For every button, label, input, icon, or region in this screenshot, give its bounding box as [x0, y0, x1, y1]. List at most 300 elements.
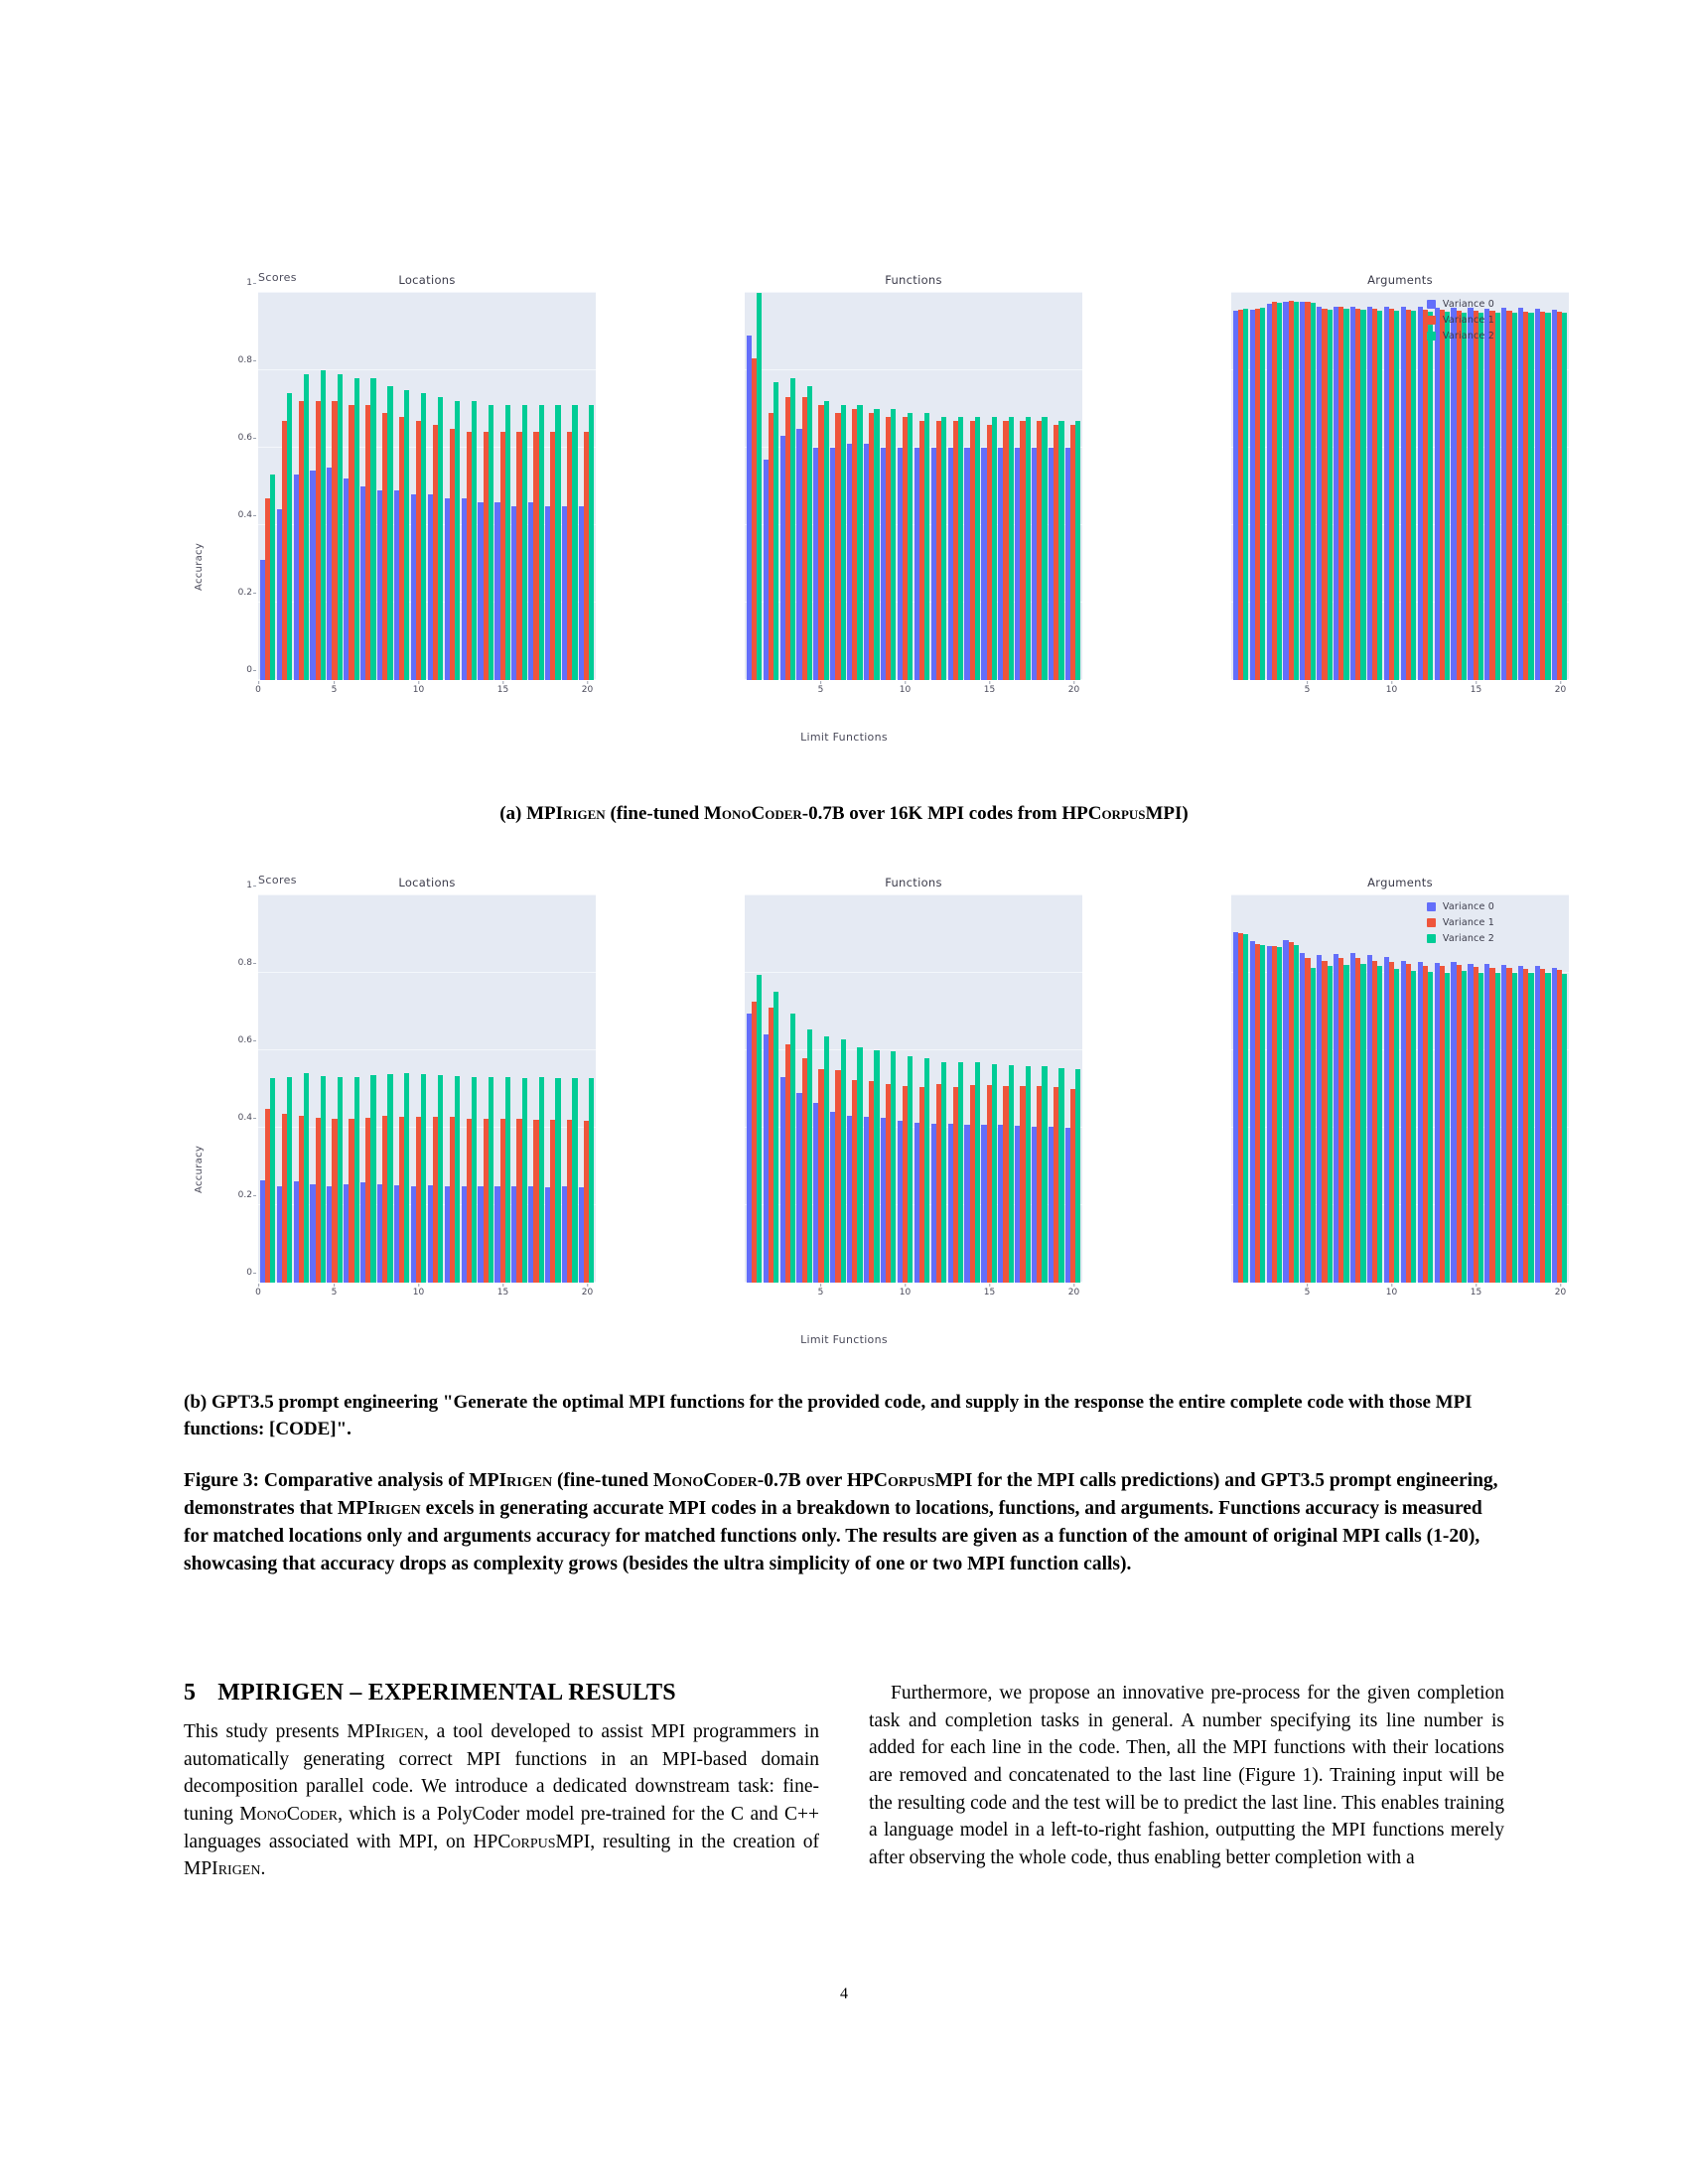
- bar-group: [1232, 895, 1249, 1283]
- bar: [421, 1074, 426, 1283]
- plot-area: [1231, 293, 1569, 695]
- bar: [572, 1078, 577, 1283]
- bar: [857, 1047, 862, 1283]
- bar-group: [461, 895, 478, 1283]
- legend-item[interactable]: [1427, 901, 1494, 912]
- bar-group: [846, 293, 863, 680]
- bar: [1394, 969, 1399, 1283]
- bar-group: [1501, 293, 1518, 680]
- x-tick-label: 15: [983, 1288, 996, 1297]
- bar-group: [276, 895, 293, 1283]
- bar-group: [1366, 293, 1383, 680]
- bar: [1394, 311, 1399, 680]
- bar-group: [914, 293, 930, 680]
- bar-group: [359, 895, 376, 1283]
- bar: [1445, 312, 1450, 680]
- plot-area: [1231, 895, 1569, 1297]
- x-tick-label: 5: [817, 1288, 824, 1297]
- bar: [270, 475, 275, 680]
- bar: [1009, 1065, 1014, 1283]
- bar: [757, 975, 762, 1283]
- bar: [924, 1058, 929, 1283]
- bar: [841, 1039, 846, 1283]
- bar-group: [897, 293, 914, 680]
- bar: [757, 293, 762, 680]
- bar: [354, 1077, 359, 1283]
- y-tick-label: 1: [246, 881, 252, 890]
- bar-group: [1349, 293, 1366, 680]
- bar-group: [1534, 895, 1551, 1283]
- figure-b-container: [184, 856, 1567, 1352]
- section-heading: [184, 1680, 819, 1706]
- bar: [338, 1077, 343, 1283]
- bar-group: [376, 293, 393, 680]
- bar: [1377, 311, 1382, 680]
- y-tick-label: 0.8: [237, 355, 252, 365]
- bar-group: [393, 293, 410, 680]
- bar-group: [1484, 293, 1501, 680]
- panel-title: Functions: [885, 876, 942, 889]
- panel-title: Locations: [398, 876, 456, 889]
- bar-group: [1232, 293, 1249, 680]
- bar: [1545, 313, 1550, 680]
- x-tick-label: 10: [412, 685, 425, 695]
- legend-label: Variance 1: [1442, 315, 1494, 326]
- figure-b-caption-line2: complete code with those MPI functions: [CODE]".: [184, 1392, 1473, 1439]
- bar: [1294, 945, 1299, 1283]
- bar: [438, 1075, 443, 1283]
- legend-swatch-icon: [1427, 902, 1436, 911]
- bar-group: [1317, 895, 1334, 1283]
- x-tick-label: 20: [581, 685, 594, 695]
- bar: [1042, 417, 1047, 680]
- bar-group: [293, 895, 310, 1283]
- bar: [1058, 421, 1063, 680]
- bar: [287, 393, 292, 680]
- bar: [438, 397, 443, 680]
- bar-series-container: [745, 293, 1082, 680]
- bar-group: [1534, 293, 1551, 680]
- bar: [824, 401, 829, 680]
- bar-group: [930, 895, 947, 1283]
- bar: [1294, 302, 1299, 680]
- bar: [1075, 1069, 1080, 1283]
- bar: [522, 405, 527, 680]
- bar: [304, 1073, 309, 1283]
- bar-group: [376, 895, 393, 1283]
- x-tick-label: 20: [1067, 1288, 1080, 1297]
- bar-group: [947, 293, 964, 680]
- bar: [489, 1077, 493, 1283]
- body-column-left: [184, 1718, 819, 1883]
- x-tick-label: 5: [331, 685, 338, 695]
- bar: [774, 382, 778, 680]
- bar-group: [393, 895, 410, 1283]
- bar-group: [1249, 895, 1266, 1283]
- bar-group: [561, 293, 578, 680]
- bar: [975, 1062, 980, 1283]
- plot-area: [745, 293, 1082, 695]
- bar: [1428, 972, 1433, 1283]
- bar: [857, 405, 862, 680]
- bar: [992, 1064, 997, 1283]
- bar-group: [998, 895, 1015, 1283]
- bar-group: [1417, 293, 1434, 680]
- x-tick-label: 5: [1304, 1288, 1311, 1297]
- bar: [807, 1029, 812, 1283]
- bar-group: [1333, 895, 1349, 1283]
- bar-group: [880, 895, 897, 1283]
- figure-b-plot: [184, 856, 1567, 1352]
- bar-series-container: [258, 293, 596, 680]
- bar-group: [410, 895, 427, 1283]
- bar: [975, 417, 980, 680]
- x-tick-label: 20: [1554, 685, 1567, 695]
- bar: [941, 1062, 946, 1283]
- x-tick-label: 10: [1385, 685, 1398, 695]
- bar: [824, 1036, 829, 1283]
- bar-group: [259, 895, 276, 1283]
- bar-group: [310, 293, 327, 680]
- bar: [992, 417, 997, 680]
- bar-group: [1031, 293, 1048, 680]
- bar-group: [796, 895, 813, 1283]
- bar-group: [1300, 293, 1317, 680]
- bar: [1512, 313, 1517, 680]
- bar: [1243, 934, 1248, 1283]
- y-axis-title: Accuracy: [194, 1145, 205, 1193]
- x-tick-label: 15: [496, 1288, 509, 1297]
- bar-group: [897, 895, 914, 1283]
- bar: [589, 1078, 594, 1283]
- bar-group: [1031, 895, 1048, 1283]
- bar: [522, 1078, 527, 1283]
- bar-group: [511, 895, 528, 1283]
- y-tick-label: 0: [246, 1268, 252, 1278]
- x-tick-label: 10: [899, 685, 912, 695]
- x-axis-title: Limit Functions: [800, 731, 888, 744]
- bar: [338, 374, 343, 680]
- bar: [807, 386, 812, 680]
- bar: [270, 1078, 275, 1283]
- bar: [505, 1077, 510, 1283]
- paragraph-right: Furthermore, we propose an innovative pre-process for the given completion task and completion tasks in general. A number specifying its line number is added for each line in the code. Then, all the MPI functions with their locations are removed and concatenated to the last line (Figure 1). Training input will be the resulting code and the test will be to predict the last line. This enables training a language model in a left-to-right fashion, outputting the MPI functions merely after observing the whole code, thus enabling better completion with a: [869, 1683, 1504, 1869]
- bar: [874, 1050, 879, 1283]
- bar: [1026, 417, 1031, 680]
- bar-group: [478, 895, 494, 1283]
- bar: [1243, 309, 1248, 680]
- bar-group: [344, 293, 360, 680]
- bar-group: [1551, 293, 1568, 680]
- bar-group: [914, 895, 930, 1283]
- x-tick-label: 20: [1067, 685, 1080, 695]
- bar-group: [310, 895, 327, 1283]
- bar: [1328, 310, 1333, 680]
- bar: [1528, 973, 1533, 1283]
- bar-group: [1015, 895, 1032, 1283]
- bar-group: [511, 293, 528, 680]
- bar: [539, 1077, 544, 1283]
- bar-group: [813, 293, 830, 680]
- x-tick-label: 5: [331, 1288, 338, 1297]
- bar-group: [1484, 895, 1501, 1283]
- figure-a-plot: [184, 253, 1567, 750]
- bar: [455, 401, 460, 680]
- bar: [1311, 968, 1316, 1283]
- legend-label: Variance 2: [1442, 331, 1494, 341]
- bar-group: [1434, 895, 1451, 1283]
- bar: [354, 378, 359, 680]
- bar: [908, 1056, 913, 1283]
- bar: [455, 1076, 460, 1283]
- section-title: MPIRIGEN – EXPERIMENTAL RESULTS: [217, 1680, 676, 1706]
- y-tick-label: 0.6: [237, 433, 252, 443]
- bar-group: [1283, 895, 1300, 1283]
- y-tick-label: 0.4: [237, 510, 252, 520]
- legend-a: [1427, 299, 1494, 346]
- bar-group: [846, 895, 863, 1283]
- bar-group: [1517, 293, 1534, 680]
- bar: [304, 374, 309, 680]
- bar-group: [1064, 895, 1081, 1283]
- bar-group: [327, 293, 344, 680]
- scores-label: Scores: [258, 271, 297, 284]
- bar: [1260, 308, 1265, 680]
- x-tick-label: 15: [1470, 1288, 1482, 1297]
- bar-group: [1064, 293, 1081, 680]
- bar-group: [1317, 293, 1334, 680]
- y-tick-label: 0.8: [237, 958, 252, 968]
- bar: [941, 417, 946, 680]
- bar: [1528, 313, 1533, 680]
- bar: [1495, 313, 1500, 680]
- bar: [589, 405, 594, 680]
- bar-group: [410, 293, 427, 680]
- bar: [1026, 1066, 1031, 1283]
- bar-group: [494, 895, 511, 1283]
- bar: [387, 386, 392, 680]
- bar-group: [830, 895, 847, 1283]
- bar: [1545, 973, 1550, 1283]
- legend-item[interactable]: [1427, 315, 1494, 326]
- bar-group: [561, 895, 578, 1283]
- figure-b-caption: [184, 1390, 1504, 1443]
- bar-group: [779, 895, 796, 1283]
- bar: [891, 1051, 896, 1283]
- bar-group: [1048, 895, 1064, 1283]
- bar: [539, 405, 544, 680]
- figure-a-container: [184, 253, 1567, 750]
- x-axis-title: Limit Functions: [800, 1333, 888, 1346]
- bar-group: [981, 293, 998, 680]
- x-tick-label: 15: [1470, 685, 1482, 695]
- bar: [924, 413, 929, 680]
- bar: [1343, 965, 1348, 1283]
- legend-item[interactable]: [1427, 331, 1494, 341]
- bar-group: [746, 293, 763, 680]
- x-tick-label: 15: [496, 685, 509, 695]
- bar: [1512, 973, 1517, 1283]
- bar-group: [1400, 895, 1417, 1283]
- bar: [370, 1075, 375, 1283]
- bar: [1495, 973, 1500, 1283]
- bar-group: [276, 293, 293, 680]
- bar: [1562, 974, 1567, 1283]
- bar: [1360, 964, 1365, 1283]
- legend-swatch-icon: [1427, 918, 1436, 927]
- y-tick-label: 0.6: [237, 1035, 252, 1045]
- bar-group: [746, 895, 763, 1283]
- bar: [1260, 945, 1265, 1283]
- bar-group: [763, 895, 779, 1283]
- bar-group: [863, 895, 880, 1283]
- bar-group: [863, 293, 880, 680]
- bar-group: [998, 293, 1015, 680]
- bar: [958, 1062, 963, 1283]
- bar-series-container: [745, 895, 1082, 1283]
- bar: [1478, 973, 1483, 1283]
- bar: [404, 1073, 409, 1283]
- bar-group: [478, 293, 494, 680]
- bar-group: [947, 895, 964, 1283]
- bar-group: [796, 293, 813, 680]
- bar-group: [1383, 895, 1400, 1283]
- legend-swatch-icon: [1427, 300, 1436, 309]
- panel-title: Arguments: [1367, 876, 1433, 889]
- bar-group: [293, 293, 310, 680]
- y-tick-label: 0.2: [237, 588, 252, 598]
- bar: [1462, 971, 1467, 1283]
- bar: [908, 413, 913, 680]
- y-axis-title: Accuracy: [194, 542, 205, 591]
- figure-3-caption: Figure 3: Comparative analysis of MPIrigen (fine-tuned MonoCoder-0.7B over HPCorpusMPI for the MPI calls predictions) and GPT3.5 prompt engineering, demonstrates that MPIrigen excels in generating accurate MPI codes in a breakdown to locations, functions, and arguments. Functions accuracy is measured for matched locations only and arguments accuracy for matched functions only. The results are given as a function of the amount of original MPI calls (1-20), showcasing that accuracy drops as complexity grows (besides the ultra simplicity of one or two MPI function calls).: [184, 1470, 1498, 1574]
- bar: [1277, 303, 1282, 680]
- x-tick-label: 10: [899, 1288, 912, 1297]
- x-tick-label: 0: [255, 1288, 261, 1297]
- bar-group: [1333, 293, 1349, 680]
- bar-group: [1434, 293, 1451, 680]
- bar-group: [779, 293, 796, 680]
- bar-group: [1366, 895, 1383, 1283]
- bar: [841, 405, 846, 680]
- scores-label: Scores: [258, 874, 297, 887]
- bar: [321, 1076, 326, 1283]
- bar-group: [1451, 895, 1468, 1283]
- legend-label: Variance 1: [1442, 917, 1494, 928]
- bar: [1328, 966, 1333, 1283]
- bar: [555, 1078, 560, 1283]
- bar-group: [880, 293, 897, 680]
- bar: [1428, 312, 1433, 680]
- bar-group: [327, 895, 344, 1283]
- bar-series-container: [258, 895, 596, 1283]
- bar-group: [1417, 895, 1434, 1283]
- bar-group: [427, 293, 444, 680]
- bar-group: [1283, 293, 1300, 680]
- bar: [404, 390, 409, 681]
- body-column-right: [869, 1680, 1504, 1872]
- bar: [774, 992, 778, 1283]
- legend-item[interactable]: [1427, 933, 1494, 944]
- bar-group: [1349, 895, 1366, 1283]
- bar-group: [813, 895, 830, 1283]
- bar-series-container: [1231, 293, 1569, 680]
- bar-group: [763, 293, 779, 680]
- bar-group: [964, 895, 981, 1283]
- bar-group: [578, 895, 595, 1283]
- panel-arguments-b: [1231, 876, 1569, 1297]
- y-tick-label: 0: [246, 665, 252, 675]
- bar: [1277, 947, 1282, 1283]
- bar-group: [528, 895, 545, 1283]
- legend-swatch-icon: [1427, 332, 1436, 341]
- bar-group: [444, 895, 461, 1283]
- panel-title: Functions: [885, 273, 942, 287]
- bar: [790, 1014, 795, 1283]
- legend-b: [1427, 901, 1494, 949]
- bar-group: [461, 293, 478, 680]
- bar: [1343, 309, 1348, 680]
- bar-group: [259, 293, 276, 680]
- bar: [1445, 973, 1450, 1283]
- bar-group: [494, 293, 511, 680]
- bar: [287, 1077, 292, 1283]
- x-tick-label: 20: [581, 1288, 594, 1297]
- x-tick-label: 20: [1554, 1288, 1567, 1297]
- bar-group: [578, 293, 595, 680]
- x-tick-label: 15: [983, 685, 996, 695]
- bar: [790, 378, 795, 680]
- bar-group: [544, 895, 561, 1283]
- legend-item[interactable]: [1427, 917, 1494, 928]
- bar: [1462, 313, 1467, 681]
- bar: [572, 405, 577, 680]
- bar: [1009, 417, 1014, 680]
- bar: [489, 405, 493, 680]
- bar: [472, 1077, 477, 1283]
- bar: [874, 409, 879, 680]
- bar-group: [1383, 293, 1400, 680]
- bar: [321, 370, 326, 680]
- bar: [387, 1074, 392, 1283]
- bar-series-container: [1231, 895, 1569, 1283]
- y-tick-label: 1: [246, 278, 252, 288]
- bar-group: [1015, 293, 1032, 680]
- page-number: 4: [840, 1985, 848, 2002]
- x-tick-label: 10: [1385, 1288, 1398, 1297]
- bar: [891, 409, 896, 680]
- bar-group: [1468, 293, 1484, 680]
- bar-group: [1517, 895, 1534, 1283]
- x-tick-label: 10: [412, 1288, 425, 1297]
- figure-b-caption-line1: (b) GPT3.5 prompt engineering "Generate the optimal MPI functions for the provided code, and supply in the response the entire: [184, 1392, 1226, 1413]
- legend-label: Variance 0: [1442, 299, 1494, 310]
- legend-swatch-icon: [1427, 316, 1436, 325]
- bar-group: [1266, 293, 1283, 680]
- panel-arguments-a: [1231, 273, 1569, 695]
- legend-item[interactable]: [1427, 299, 1494, 310]
- panel-functions-b: [745, 876, 1082, 1297]
- bar-group: [1266, 895, 1283, 1283]
- bar: [1360, 310, 1365, 680]
- bar: [1075, 421, 1080, 680]
- legend-swatch-icon: [1427, 934, 1436, 943]
- section-number: 5: [184, 1680, 197, 1706]
- panel-functions-a: [745, 273, 1082, 695]
- bar: [1478, 313, 1483, 681]
- bar: [505, 405, 510, 680]
- bar-group: [1451, 293, 1468, 680]
